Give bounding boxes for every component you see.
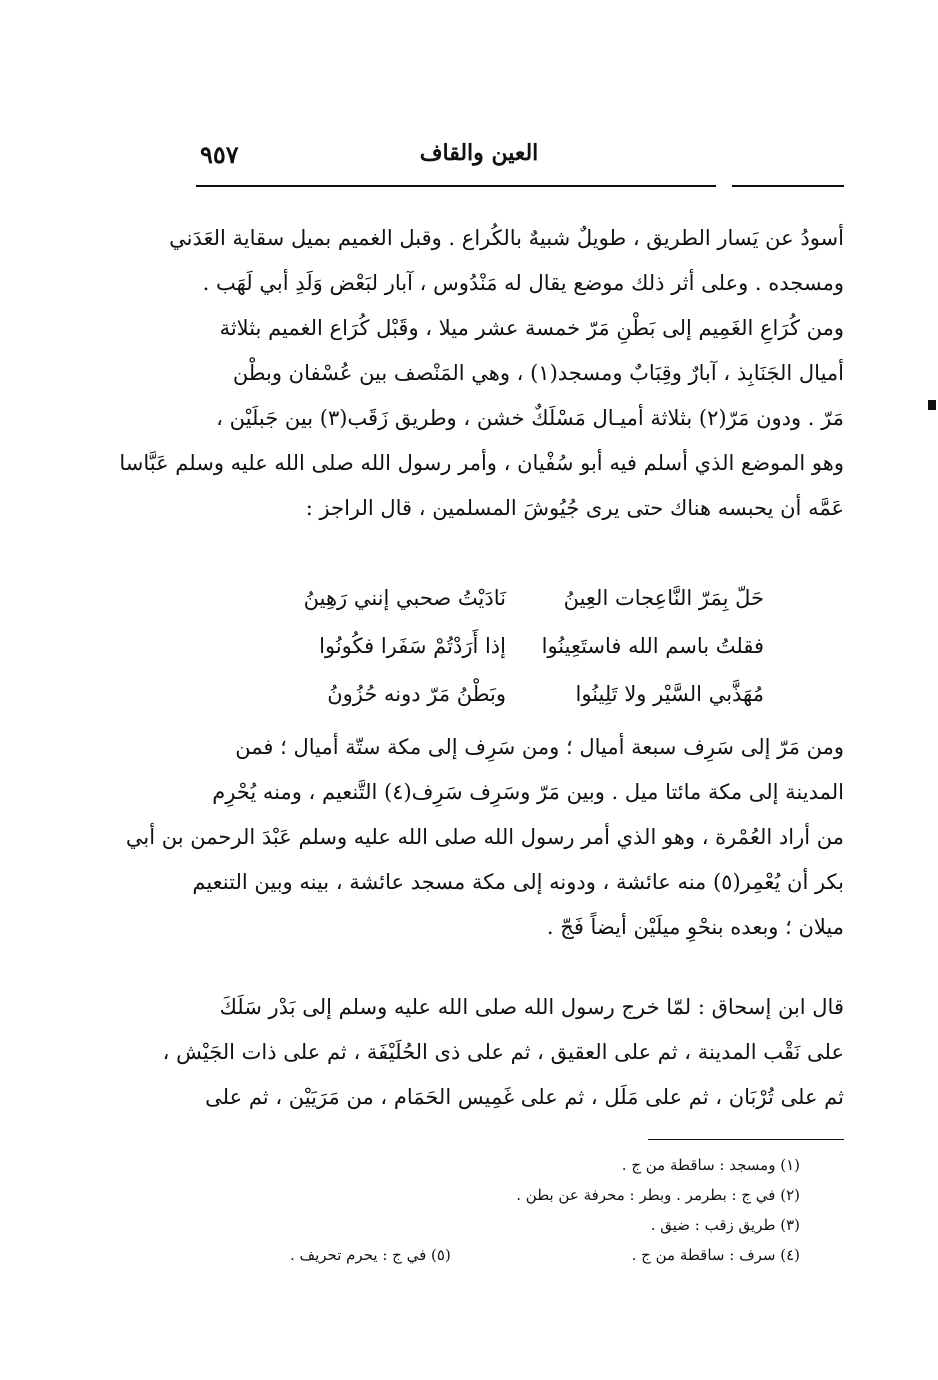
header-rule-short	[732, 185, 844, 187]
text-line: ومن مَرّ إلى سَرِف سبعة أميال ؛ ومن سَرِف إلى مكة ستّة أميال ؛ فمن	[235, 735, 844, 759]
verse-second-hemistich: نَادَيْتُ صحبي إنني رَهِينُ	[303, 586, 506, 610]
text-line: أسودُ عن يَسار الطريق ، طويلٌ شبيهٌ بالكُراع . وقبل الغميم بميل سقاية العَدَني	[169, 226, 844, 250]
verse-second-hemistich: إذا أَرَدْتُمْ سَفَرا فكُونُوا	[319, 634, 506, 658]
text-line: قال ابن إسحاق : لمّا خرج رسول الله صلى الله عليه وسلم إلى بَدْر سَلَكَ	[219, 995, 844, 1019]
footnote: (٣) طريق زقب : ضيق .	[650, 1216, 800, 1234]
footnote-rule	[648, 1139, 844, 1140]
paragraph-block-a	[119, 216, 844, 531]
text-line: مَرّ . ودون مَرّ(٢) بثلاثة أميـال مَسْلَكٌ خشن ، وطريق زَقَب(٣) بين جَبلَيْن ،	[216, 406, 844, 430]
footnote: (٤) سرف : ساقطة من ج .	[631, 1246, 800, 1264]
verse-row	[196, 622, 844, 670]
poem-verses	[196, 574, 844, 718]
text-line: عَمَّه أن يحبسه هناك حتى يرى جُيُوشَ المسلمين ، قال الراجز :	[305, 496, 844, 520]
running-header-title: العين والقاف	[419, 140, 539, 166]
text-line: من أراد العُمْرة ، وهو الذي أمر رسول الله صلى الله عليه وسلم عَبْدَ الرحمن بن أبي	[125, 825, 844, 849]
footnote-row	[290, 1240, 800, 1270]
verse-row	[196, 574, 844, 622]
text-line: ميلان ؛ وبعده بنحْوِ ميلَيْن أيضاً فَجّ .	[546, 915, 844, 939]
text-line: وهو الموضع الذي أسلم فيه أبو سُفْيان ، وأمر رسول الله صلى الله عليه وسلم عَبَّاسا	[119, 451, 844, 475]
verse-row	[196, 670, 844, 718]
header-rule	[196, 185, 716, 187]
text-line: أميال الجَنَابِذ ، آبارٌ وقِبَابٌ ومسجد(١) ، وهي المَنْصف بين عُسْفان وبطْن	[232, 361, 844, 385]
footnote: (٢) في ج : بطرمر . وبطر : محرفة عن بطن .	[516, 1186, 800, 1204]
text-line: ومن كُرَاعِ الغَمِيم إلى بَطْنِ مَرّ خمسة عشر ميلا ، وقَبْل كُرَاع الغميم بثلاثة	[219, 316, 844, 340]
text-line: ومسجده . وعلى أثر ذلك موضع يقال له مَنْدُوس ، آبار لبَعْض وَلَدِ أبي لَهَب .	[202, 271, 844, 295]
verse-first-hemistich: مُهَذَّبي السَّيْر ولا تَلِينُوا	[575, 682, 764, 706]
scan-margin-mark	[928, 400, 936, 410]
text-line: ثم على تُرْبَان ، ثم على مَلَل ، ثم على غَمِيس الحَمَام ، من مَرَيَيْن ، ثم على	[205, 1085, 844, 1109]
paragraph-block-b	[125, 725, 844, 950]
text-line: بكر أن يُعْمِر(٥) منه عائشة ، ودونه إلى مكة مسجد عائشة ، بينه وبين التنعيم	[192, 870, 844, 894]
text-line: المدينة إلى مكة مائتا ميل . وبين مَرّ وسَرِف سَرِف(٤) التَّنعيم ، ومنه يُحْرِم	[212, 780, 844, 804]
footnotes	[290, 1150, 800, 1270]
verse-first-hemistich: فقلتُ باسم الله فاستَعِينُوا	[541, 634, 764, 658]
footnote: (٥) في ج : يحرم تحريف .	[290, 1246, 451, 1264]
footnote: (١) ومسجد : ساقطة من ج .	[621, 1156, 800, 1174]
page-number: ٩٥٧	[200, 140, 239, 169]
verse-second-hemistich: وبَطْنُ مَرّ دونه حُزُونُ	[327, 682, 506, 706]
verse-first-hemistich: حَلّ بِمَرّ النَّاعِجات العِينُ	[563, 586, 764, 610]
text-line: على نَقْب المدينة ، ثم على العقيق ، ثم على ذى الحُلَيْفَة ، ثم على ذات الجَيْش ،	[162, 1040, 844, 1064]
paragraph-block-c	[162, 985, 844, 1120]
